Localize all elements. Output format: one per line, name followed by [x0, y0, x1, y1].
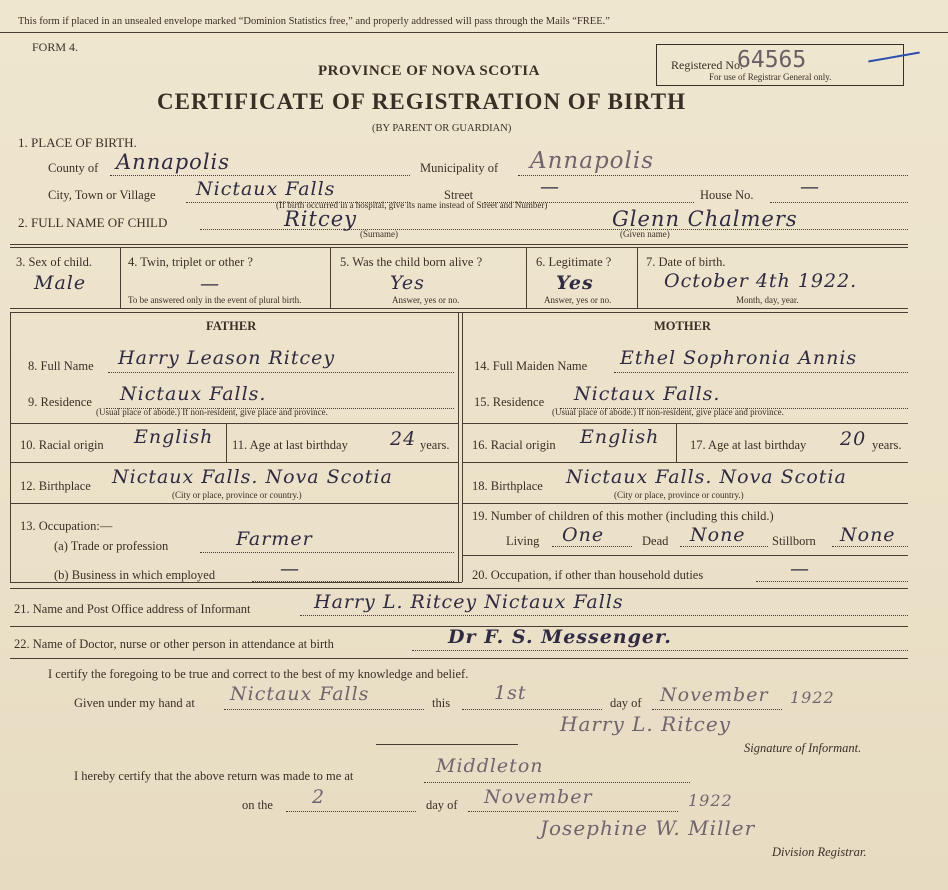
informant-label: 21. Name and Post Office address of Informant	[14, 602, 251, 616]
father-name: Harry Leason Ritcey	[118, 347, 336, 369]
return-month: November	[484, 786, 593, 808]
given-month: November	[660, 684, 769, 706]
legitimate-value: Yes	[556, 272, 594, 294]
informant-signature: Harry L. Ritcey	[560, 712, 731, 736]
registration-box	[656, 44, 904, 86]
mother-age: 20	[840, 428, 867, 450]
father-years: years.	[420, 438, 450, 452]
on-the-label: on the	[242, 798, 273, 812]
mother-heading: MOTHER	[654, 319, 711, 333]
mother-residence: Nictaux Falls.	[574, 383, 721, 405]
father-occupation-label: 13. Occupation:—	[20, 519, 113, 533]
municipality-value: Annapolis	[530, 148, 655, 174]
given-year: 1922	[790, 688, 835, 707]
registered-number: 64565	[737, 47, 807, 73]
father-business: —	[280, 558, 300, 580]
house-label: House No.	[700, 188, 754, 202]
date-note: Month, day, year.	[736, 295, 799, 305]
father-age: 24	[390, 428, 417, 450]
mother-children-label: 19. Number of children of this mother (including this child.)	[472, 509, 774, 523]
municipality-label: Municipality of	[420, 161, 499, 175]
father-birthplace-label: 12. Birthplace	[20, 479, 91, 493]
given-place: Nictaux Falls	[230, 683, 370, 705]
given-label: Given under my hand at	[74, 696, 195, 710]
twin-note: To be answered only in the event of plural birth.	[128, 295, 302, 305]
return-place: Middleton	[436, 755, 544, 777]
city-label: City, Town or Village	[48, 188, 156, 202]
child-given-name: Glenn Chalmers	[612, 207, 798, 231]
father-residence-label: 9. Residence	[28, 395, 92, 409]
mother-occupation-label: 20. Occupation, if other than household duties	[472, 568, 704, 582]
date-label: 7. Date of birth.	[646, 255, 726, 269]
father-residence: Nictaux Falls.	[120, 383, 267, 405]
mother-name-label: 14. Full Maiden Name	[474, 359, 588, 373]
mother-birthplace: Nictaux Falls. Nova Scotia	[566, 466, 847, 488]
legitimate-note: Answer, yes or no.	[544, 295, 612, 305]
father-birthplace-note: (City or place, province or country.)	[172, 490, 302, 500]
sex-label: 3. Sex of child.	[16, 255, 93, 269]
dead-label: Dead	[642, 534, 669, 548]
child-name-label: 2. FULL NAME OF CHILD	[18, 215, 168, 230]
day-of-label: day of	[610, 696, 642, 710]
county-value: Annapolis	[116, 150, 231, 174]
county-label: County of	[48, 161, 99, 175]
alive-note: Answer, yes or no.	[392, 295, 460, 305]
informant-value: Harry L. Ritcey Nictaux Falls	[314, 591, 624, 613]
mother-residence-label: 15. Residence	[474, 395, 545, 409]
return-label: I hereby certify that the above return was made to me at	[74, 769, 354, 783]
registrar-caption: Division Registrar.	[772, 845, 867, 859]
place-of-birth-heading: 1. PLACE OF BIRTH.	[18, 135, 137, 150]
given-day: 1st	[494, 682, 527, 704]
living-value: One	[562, 524, 605, 546]
father-racial-label: 10. Racial origin	[20, 438, 104, 452]
informant-signature-caption: Signature of Informant.	[744, 741, 862, 755]
return-year: 1922	[688, 791, 733, 810]
date-value: October 4th 1922.	[664, 270, 858, 292]
page-subtitle: (BY PARENT OR GUARDIAN)	[372, 123, 512, 134]
given-caption: (Given name)	[620, 229, 670, 239]
stillborn-label: Stillborn	[772, 534, 816, 548]
father-name-label: 8. Full Name	[28, 359, 94, 373]
father-trade-label: (a) Trade or profession	[54, 539, 169, 553]
street-label: Street	[444, 188, 474, 202]
hospital-note: (If birth occurred in a hospital, give its name instead of Street and Number)	[276, 200, 548, 210]
registrar-use-note: For use of Registrar General only.	[709, 72, 832, 82]
father-business-label: (b) Business in which employed	[54, 568, 216, 582]
certify-statement: I certify the foregoing to be true and correct to the best of my knowledge and belief.	[48, 667, 469, 681]
mother-racial-label: 16. Racial origin	[472, 438, 556, 452]
house-value: —	[800, 176, 820, 198]
twin-value: —	[200, 273, 220, 295]
father-birthplace: Nictaux Falls. Nova Scotia	[112, 466, 393, 488]
registrar-signature: Josephine W. Miller	[540, 816, 756, 840]
province-heading: PROVINCE OF NOVA SCOTIA	[318, 63, 540, 79]
street-value: —	[540, 176, 560, 198]
doctor-value: Dr F. S. Messenger.	[448, 626, 672, 648]
legitimate-label: 6. Legitimate ?	[536, 255, 612, 269]
father-heading: FATHER	[206, 319, 257, 333]
mother-racial: English	[580, 426, 660, 448]
alive-label: 5. Was the child born alive ?	[340, 255, 483, 269]
sex-value: Male	[34, 272, 87, 294]
postal-notice: This form if placed in an unsealed envelope marked “Dominion Statistics free,” and properly addressed will pass through the Mails “FREE.”	[18, 16, 610, 27]
registered-label: Registered No.	[671, 58, 743, 72]
father-racial: English	[134, 426, 214, 448]
mother-occupation: —	[790, 558, 810, 580]
return-day-of-label: day of	[426, 798, 458, 812]
mother-name: Ethel Sophronia Annis	[620, 347, 858, 369]
mother-birthplace-label: 18. Birthplace	[472, 479, 543, 493]
city-value: Nictaux Falls	[196, 178, 336, 200]
father-trade: Farmer	[236, 528, 313, 550]
mother-age-label: 17. Age at last birthday	[690, 438, 807, 452]
mother-years: years.	[872, 438, 902, 452]
twin-label: 4. Twin, triplet or other ?	[128, 255, 253, 269]
page-title: CERTIFICATE OF REGISTRATION OF BIRTH	[157, 89, 686, 114]
dead-value: None	[690, 524, 746, 546]
mother-abode-note: (Usual place of abode.) If non-resident, give place and province.	[552, 407, 784, 417]
stillborn-value: None	[840, 524, 896, 546]
doctor-label: 22. Name of Doctor, nurse or other person in attendance at birth	[14, 637, 334, 651]
return-day: 2	[312, 786, 326, 808]
child-surname: Ritcey	[284, 207, 358, 231]
living-label: Living	[506, 534, 540, 548]
surname-caption: (Surname)	[360, 229, 398, 239]
this-label: this	[432, 696, 451, 710]
form-number: FORM 4.	[32, 40, 79, 54]
mother-birthplace-note: (City or place, province or country.)	[614, 490, 744, 500]
father-age-label: 11. Age at last birthday	[232, 438, 348, 452]
father-abode-note: (Usual place of abode.) If non-resident, give place and province.	[96, 407, 328, 417]
alive-value: Yes	[390, 272, 425, 294]
